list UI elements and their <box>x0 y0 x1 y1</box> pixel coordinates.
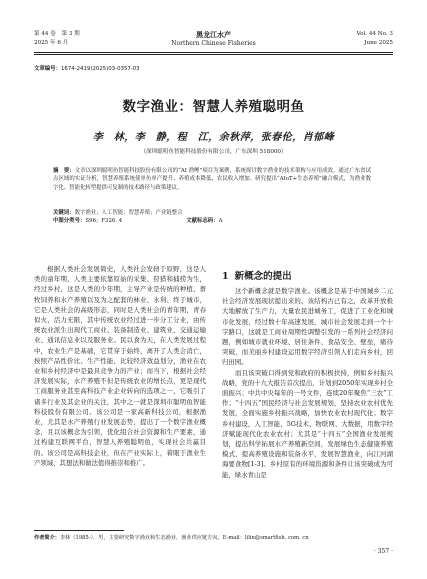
article-number <box>34 64 140 72</box>
footnote-label: 作者简介： <box>34 535 60 541</box>
clc-label: 中图分类号： <box>53 218 86 225</box>
header-rule-thin <box>34 54 393 55</box>
abstract-text: 文章以深圳聪明鱼智能科技股份有限公司的“AI 渔鲤”项目为案例，系统探讨数字渔业的技术架构与应用成效。通过广东省试点区域的实证分析，智慧养殖系统使单鱼单产提升、养殖成本降低、农民收入增加。研究提出“AIoT+生态养殖”融合模式，为渔业数字化、智能化转型提供可复制的技术路径与政策建议。 <box>53 168 371 191</box>
keywords-label: 关键词： <box>53 210 75 216</box>
issue-date: 2025 年 6 月 <box>34 40 69 46</box>
article-metadata <box>53 209 373 226</box>
journal-name-cn: 黑龙江水产 <box>196 30 231 39</box>
abstract-label: 摘 要： <box>53 168 75 174</box>
section-title: 新概念的提出 <box>234 271 292 282</box>
article-number-label: 文章编号： <box>34 66 61 72</box>
paper-title: 数字渔业：智慧人养殖聪明鱼 <box>122 99 305 115</box>
running-header-right <box>357 30 393 48</box>
section-number: 1 <box>222 271 229 282</box>
affiliation: （深圳聪明鱼智能科技股份有限公司，广东深圳 518000） <box>140 149 287 155</box>
document-code <box>186 217 222 225</box>
issue-date-en: June 2025 <box>364 40 393 46</box>
footnote-rule <box>34 530 124 531</box>
clc-code <box>53 217 122 225</box>
section-heading <box>222 268 292 282</box>
journal-name-en: Northern Chinese Fisheries <box>171 40 256 47</box>
document-code-label: 文献标志码： <box>186 218 219 225</box>
header-rule <box>34 52 393 53</box>
clc-value: S96；F326. 4 <box>85 218 123 225</box>
paragraph: 而且该突破口得到党和政府的积极扶持，例如乡村振兴战略，党的十九大报告首次提出，计划到2050年实现乡村全面振兴；中共中央每年的一号文件，连续20年聚焦“三农”工作；“十四五”国民经济与社会发展规划，坚持农业农村优先发展，全面实施乡村振兴战略，加快农业农村现代化；数字乡村建设，人工智能、5G技术、物联网、大数据，用数字经济赋能现代化农业农村；尤其是“十四五”全国渔业发展规划，提出科学拓展水产养殖新空间，发展绿色生态健康养殖模式，提高养殖设施和装备水平，发展智慧渔业，向江河湖海要食物[1-3]。乡村原有的环境资源和条件让该突破成为可能，绿水青山是 <box>222 368 393 479</box>
classification-row <box>53 217 373 225</box>
article-number-value: 1674-2419(2025)03-0357-03 <box>60 66 140 72</box>
body-text-left-column: 根据人类社会发展简史，人类社会发轫于原野，这是人类的童年期，人类主要依靠原始的采集、狩猎和捕捞为生，经过乡村，这是人类的少年期，主导产业是传统的种植、畜牧饲养和水产养殖以及为之配套的林业、水利、终于城市，它是人类社会的高级形态，同时是人类社会的青年期，青春似火，活力无限，其中传统农业经过进一步分工分业，由传统农业派生出现代工商业、装备制造业、建筑业、交通运输业、通讯信息业以及服务业。民以食为天，在人类发展过程中，农业生产是基础，它贯穿于始终，离开了人类会消亡，按照产品性价比、生产性能、比较经济效益划分，渔业在农业和乡村经济中是最具竞争力的产业；而当下，根据社会经济发展实际，水产养殖不但是传统农业的增长点，更是现代工商服务业甚至高科技产业企业转向的选项之一，它吸引了诸多行业及其企业的关注，其中之一就是深圳市聪明鱼智能科技股份有限公司。该公司是一家高新科技公司，根据渔业，尤其是水产养殖行业发展态势，提出了一个数字渔业概念，且以该概念为引领，优化组合社会资源和生产要素，通过构建互联网平台，智慧人养殖聪明鱼，实现社会共赢目的。该公司是高科技企业，但在产业实际上，着眼于渔业生产领域，其想法和做法值得推崇和推广。 <box>34 265 206 467</box>
page-number: · 357 · <box>373 548 393 555</box>
keywords-text: 数字渔业；人工智能；智慧养殖；产业链整合 <box>74 210 183 216</box>
footnote-text: 李林（1985-），男，主要研究数字渔业和生态渔业，渔业供应链方向。E-mail：lilin@smartfish. com. cn <box>59 535 309 541</box>
volume-issue-en: Vol. 44 No. 3 <box>356 31 393 37</box>
author-footnote <box>34 534 309 541</box>
body-text-right-column <box>222 286 393 480</box>
document-code-value: A <box>218 218 223 225</box>
paragraph: 这个新概念就是数字渔业。该概念是基于中国城乡二元社会经济发展现状提出来的。该结构古已有之，改革开放极大地解放了生产力，大量农民进城务工，促进了工业化和城市化发展，经过数十年高速发展，城市社会发展走到一个十字路口，这就是工商业周期性调整引发的一系列社会经济问题，例如城市就业环境、居住条件、食品安全、壁垒，痛待突破，而美丽乡村建设运用数字经济引领人们走向乡村，回归田园。 <box>222 287 393 367</box>
author-list: 李 林，李 静，程 江，余秋萍，张春伦，肖郁峰 <box>92 132 335 143</box>
keywords <box>53 209 373 217</box>
abstract <box>53 167 371 192</box>
volume-issue: 第 44 卷 第 3 期 <box>34 31 80 37</box>
